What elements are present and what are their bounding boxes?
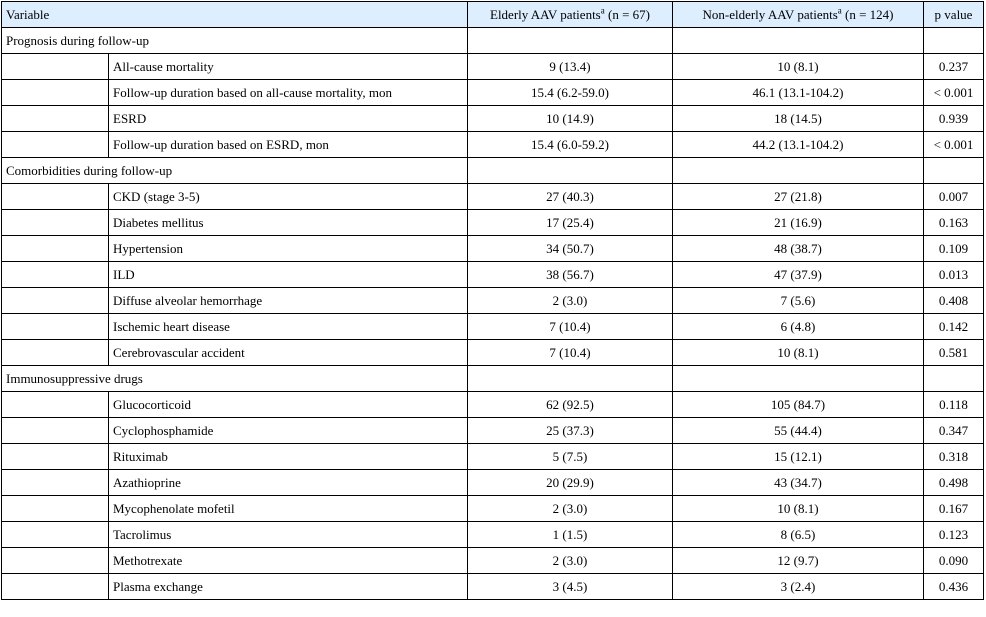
cell-pvalue: 0.167 bbox=[924, 496, 984, 522]
table-header-row bbox=[2, 2, 984, 28]
cell-nonelderly bbox=[673, 366, 924, 392]
row-label: Cyclophosphamide bbox=[109, 418, 468, 444]
row-label: Follow-up duration based on all-cause mortality, mon bbox=[109, 80, 468, 106]
cell-nonelderly: 10 (8.1) bbox=[673, 496, 924, 522]
table-row bbox=[2, 210, 984, 236]
table-row bbox=[2, 522, 984, 548]
cell-nonelderly: 8 (6.5) bbox=[673, 522, 924, 548]
row-label: Methotrexate bbox=[109, 548, 468, 574]
cell-nonelderly: 27 (21.8) bbox=[673, 184, 924, 210]
table-row bbox=[2, 470, 984, 496]
row-indent-cell bbox=[2, 548, 109, 574]
cell-nonelderly: 7 (5.6) bbox=[673, 288, 924, 314]
row-indent-cell bbox=[2, 314, 109, 340]
row-label: Glucocorticoid bbox=[109, 392, 468, 418]
cell-pvalue: 0.109 bbox=[924, 236, 984, 262]
cell-nonelderly: 15 (12.1) bbox=[673, 444, 924, 470]
cell-pvalue bbox=[924, 158, 984, 184]
row-label: Cerebrovascular accident bbox=[109, 340, 468, 366]
cell-elderly: 7 (10.4) bbox=[468, 340, 673, 366]
row-indent-cell bbox=[2, 262, 109, 288]
column-header-nonelderly bbox=[673, 2, 924, 28]
row-indent-cell bbox=[2, 340, 109, 366]
row-indent-cell bbox=[2, 236, 109, 262]
cell-elderly: 62 (92.5) bbox=[468, 392, 673, 418]
cell-pvalue bbox=[924, 28, 984, 54]
column-header-elderly bbox=[468, 2, 673, 28]
row-indent-cell bbox=[2, 106, 109, 132]
cell-nonelderly: 18 (14.5) bbox=[673, 106, 924, 132]
cell-pvalue: < 0.001 bbox=[924, 80, 984, 106]
cell-pvalue: 0.408 bbox=[924, 288, 984, 314]
cell-pvalue: 0.013 bbox=[924, 262, 984, 288]
column-header-nonelderly-footnote: a bbox=[837, 5, 842, 16]
cell-elderly: 9 (13.4) bbox=[468, 54, 673, 80]
cell-pvalue: 0.318 bbox=[924, 444, 984, 470]
cell-elderly: 2 (3.0) bbox=[468, 548, 673, 574]
cell-elderly: 15.4 (6.0-59.2) bbox=[468, 132, 673, 158]
cell-nonelderly bbox=[673, 28, 924, 54]
table-header bbox=[2, 2, 984, 28]
column-header-elderly-footnote: a bbox=[600, 5, 605, 16]
cell-pvalue: 0.118 bbox=[924, 392, 984, 418]
cell-nonelderly: 48 (38.7) bbox=[673, 236, 924, 262]
cell-elderly: 10 (14.9) bbox=[468, 106, 673, 132]
cell-elderly: 20 (29.9) bbox=[468, 470, 673, 496]
cell-nonelderly: 6 (4.8) bbox=[673, 314, 924, 340]
row-indent-cell bbox=[2, 418, 109, 444]
cell-pvalue: 0.123 bbox=[924, 522, 984, 548]
row-label: Follow-up duration based on ESRD, mon bbox=[109, 132, 468, 158]
cell-nonelderly: 21 (16.9) bbox=[673, 210, 924, 236]
row-indent-cell bbox=[2, 54, 109, 80]
row-indent-cell bbox=[2, 80, 109, 106]
cell-nonelderly: 105 (84.7) bbox=[673, 392, 924, 418]
cell-pvalue: 0.939 bbox=[924, 106, 984, 132]
table-row bbox=[2, 80, 984, 106]
table-row bbox=[2, 132, 984, 158]
section-label: Immunosuppressive drugs bbox=[2, 366, 468, 392]
cell-elderly bbox=[468, 366, 673, 392]
table-row bbox=[2, 28, 984, 54]
row-label: Rituximab bbox=[109, 444, 468, 470]
table-row bbox=[2, 444, 984, 470]
row-indent-cell bbox=[2, 496, 109, 522]
table-row bbox=[2, 548, 984, 574]
cell-elderly: 17 (25.4) bbox=[468, 210, 673, 236]
row-label: ILD bbox=[109, 262, 468, 288]
cell-pvalue: 0.007 bbox=[924, 184, 984, 210]
table-row bbox=[2, 262, 984, 288]
cell-elderly: 2 (3.0) bbox=[468, 496, 673, 522]
column-header-nonelderly-count: (n = 124) bbox=[841, 7, 894, 22]
table-row bbox=[2, 366, 984, 392]
table-row bbox=[2, 184, 984, 210]
row-indent-cell bbox=[2, 444, 109, 470]
cell-elderly: 5 (7.5) bbox=[468, 444, 673, 470]
row-label: CKD (stage 3-5) bbox=[109, 184, 468, 210]
cell-elderly: 15.4 (6.2-59.0) bbox=[468, 80, 673, 106]
row-label: Diffuse alveolar hemorrhage bbox=[109, 288, 468, 314]
cell-pvalue: 0.581 bbox=[924, 340, 984, 366]
cell-pvalue: 0.436 bbox=[924, 574, 984, 600]
table-row bbox=[2, 314, 984, 340]
cell-elderly: 3 (4.5) bbox=[468, 574, 673, 600]
cell-elderly: 38 (56.7) bbox=[468, 262, 673, 288]
cell-nonelderly bbox=[673, 158, 924, 184]
cell-pvalue: 0.498 bbox=[924, 470, 984, 496]
column-header-nonelderly-text: Non-elderly AAV patients bbox=[702, 7, 838, 22]
cell-elderly bbox=[468, 158, 673, 184]
cell-pvalue: 0.347 bbox=[924, 418, 984, 444]
cell-elderly: 34 (50.7) bbox=[468, 236, 673, 262]
column-header-variable: Variable bbox=[2, 2, 468, 28]
table-row bbox=[2, 418, 984, 444]
table-row bbox=[2, 496, 984, 522]
table-row bbox=[2, 158, 984, 184]
cell-nonelderly: 3 (2.4) bbox=[673, 574, 924, 600]
cell-pvalue: 0.237 bbox=[924, 54, 984, 80]
table-row bbox=[2, 574, 984, 600]
row-indent-cell bbox=[2, 288, 109, 314]
cell-pvalue: 0.090 bbox=[924, 548, 984, 574]
cell-elderly: 2 (3.0) bbox=[468, 288, 673, 314]
table-row bbox=[2, 236, 984, 262]
row-label: Tacrolimus bbox=[109, 522, 468, 548]
row-label: Plasma exchange bbox=[109, 574, 468, 600]
aav-comparison-table bbox=[1, 1, 984, 600]
cell-elderly: 27 (40.3) bbox=[468, 184, 673, 210]
cell-pvalue bbox=[924, 366, 984, 392]
table-body bbox=[2, 28, 984, 600]
row-label: Ischemic heart disease bbox=[109, 314, 468, 340]
cell-nonelderly: 10 (8.1) bbox=[673, 340, 924, 366]
cell-elderly bbox=[468, 28, 673, 54]
column-header-pvalue: p value bbox=[924, 2, 984, 28]
cell-pvalue: 0.163 bbox=[924, 210, 984, 236]
section-label: Prognosis during follow-up bbox=[2, 28, 468, 54]
row-indent-cell bbox=[2, 184, 109, 210]
row-indent-cell bbox=[2, 574, 109, 600]
cell-nonelderly: 10 (8.1) bbox=[673, 54, 924, 80]
row-indent-cell bbox=[2, 522, 109, 548]
cell-nonelderly: 55 (44.4) bbox=[673, 418, 924, 444]
cell-elderly: 25 (37.3) bbox=[468, 418, 673, 444]
table-row bbox=[2, 54, 984, 80]
row-indent-cell bbox=[2, 132, 109, 158]
cell-pvalue: < 0.001 bbox=[924, 132, 984, 158]
column-header-elderly-text: Elderly AAV patients bbox=[490, 7, 601, 22]
table-row bbox=[2, 106, 984, 132]
row-indent-cell bbox=[2, 210, 109, 236]
row-label: ESRD bbox=[109, 106, 468, 132]
row-label: Mycophenolate mofetil bbox=[109, 496, 468, 522]
cell-nonelderly: 46.1 (13.1-104.2) bbox=[673, 80, 924, 106]
row-indent-cell bbox=[2, 470, 109, 496]
column-header-elderly-count: (n = 67) bbox=[604, 7, 650, 22]
row-label: Hypertension bbox=[109, 236, 468, 262]
comparison-table-container bbox=[0, 1, 986, 600]
row-label: All-cause mortality bbox=[109, 54, 468, 80]
row-indent-cell bbox=[2, 392, 109, 418]
cell-nonelderly: 47 (37.9) bbox=[673, 262, 924, 288]
table-row bbox=[2, 392, 984, 418]
cell-nonelderly: 12 (9.7) bbox=[673, 548, 924, 574]
cell-elderly: 7 (10.4) bbox=[468, 314, 673, 340]
cell-elderly: 1 (1.5) bbox=[468, 522, 673, 548]
cell-nonelderly: 44.2 (13.1-104.2) bbox=[673, 132, 924, 158]
table-row bbox=[2, 340, 984, 366]
row-label: Azathioprine bbox=[109, 470, 468, 496]
cell-nonelderly: 43 (34.7) bbox=[673, 470, 924, 496]
table-row bbox=[2, 288, 984, 314]
cell-pvalue: 0.142 bbox=[924, 314, 984, 340]
row-label: Diabetes mellitus bbox=[109, 210, 468, 236]
section-label: Comorbidities during follow-up bbox=[2, 158, 468, 184]
